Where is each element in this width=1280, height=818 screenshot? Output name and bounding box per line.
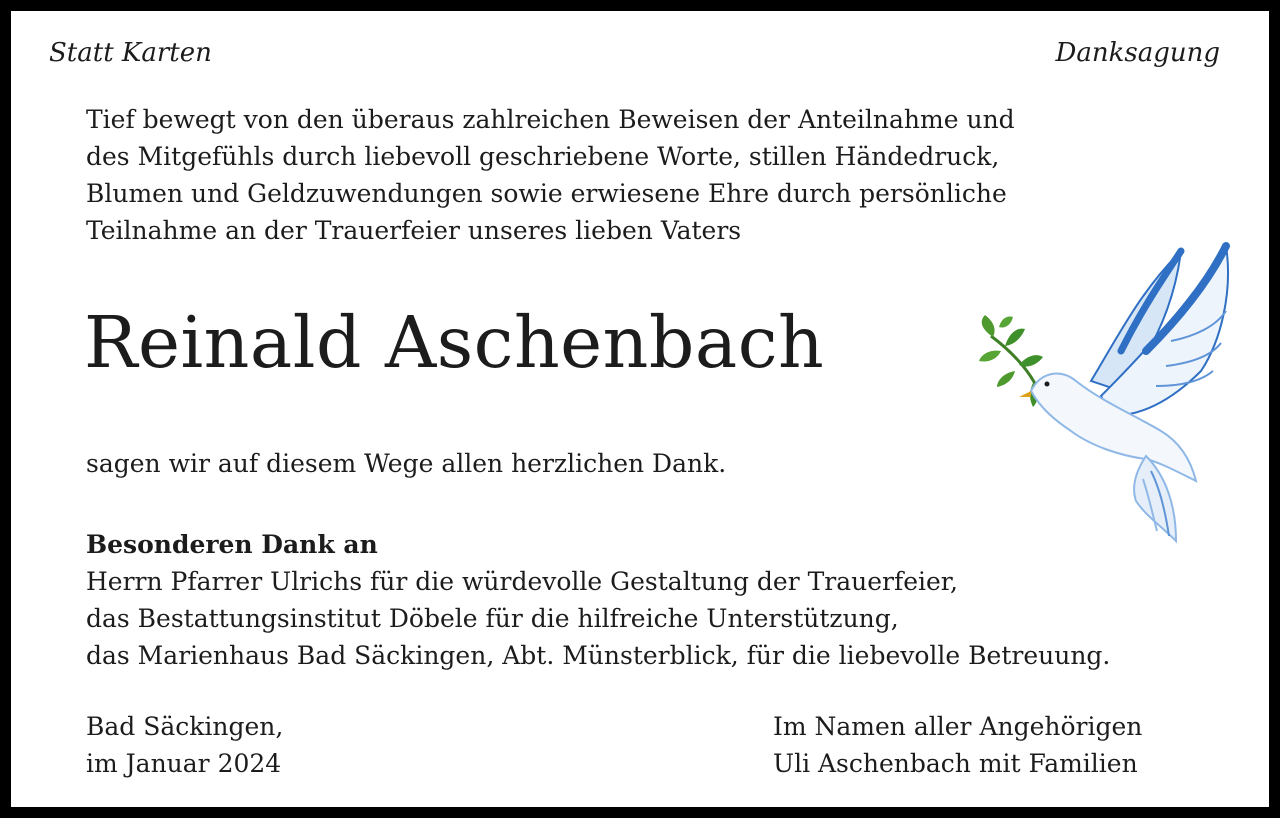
special-thanks-line: das Marienhaus Bad Säckingen, Abt. Münsterblick, für die liebevolle Betreuung.	[86, 641, 1111, 670]
intro-line: Tief bewegt von den überaus zahlreichen Beweisen der Anteilnahme und	[86, 105, 1015, 134]
date-line: im Januar 2024	[86, 749, 282, 778]
special-thanks	[86, 526, 1110, 674]
header-right: Danksagung	[1055, 38, 1220, 68]
deceased-name: Reinald Aschenbach	[84, 301, 825, 384]
signature-line: Uli Aschenbach mit Familien	[773, 749, 1138, 778]
place-date	[86, 708, 283, 782]
signature	[773, 708, 1142, 782]
special-thanks-heading: Besonderen Dank an	[86, 530, 378, 559]
dove-with-olive-branch-icon	[971, 231, 1231, 551]
intro-line: Teilnahme an der Trauerfeier unseres lieben Vaters	[86, 216, 742, 245]
place-line: Bad Säckingen,	[86, 712, 284, 741]
thanks-line: sagen wir auf diesem Wege allen herzlichen Dank.	[86, 449, 727, 478]
obituary-card	[11, 11, 1269, 807]
special-thanks-line: das Bestattungsinstitut Döbele für die hilfreiche Unterstützung,	[86, 604, 899, 633]
special-thanks-line: Herrn Pfarrer Ulrichs für die würdevolle Gestaltung der Trauerfeier,	[86, 567, 958, 596]
header-left: Statt Karten	[49, 38, 212, 68]
intro-paragraph	[86, 101, 1015, 249]
intro-line: des Mitgefühls durch liebevoll geschriebene Worte, stillen Händedruck,	[86, 142, 1000, 171]
intro-line: Blumen und Geldzuwendungen sowie erwiesene Ehre durch persönliche	[86, 179, 1007, 208]
signature-line: Im Namen aller Angehörigen	[773, 712, 1143, 741]
